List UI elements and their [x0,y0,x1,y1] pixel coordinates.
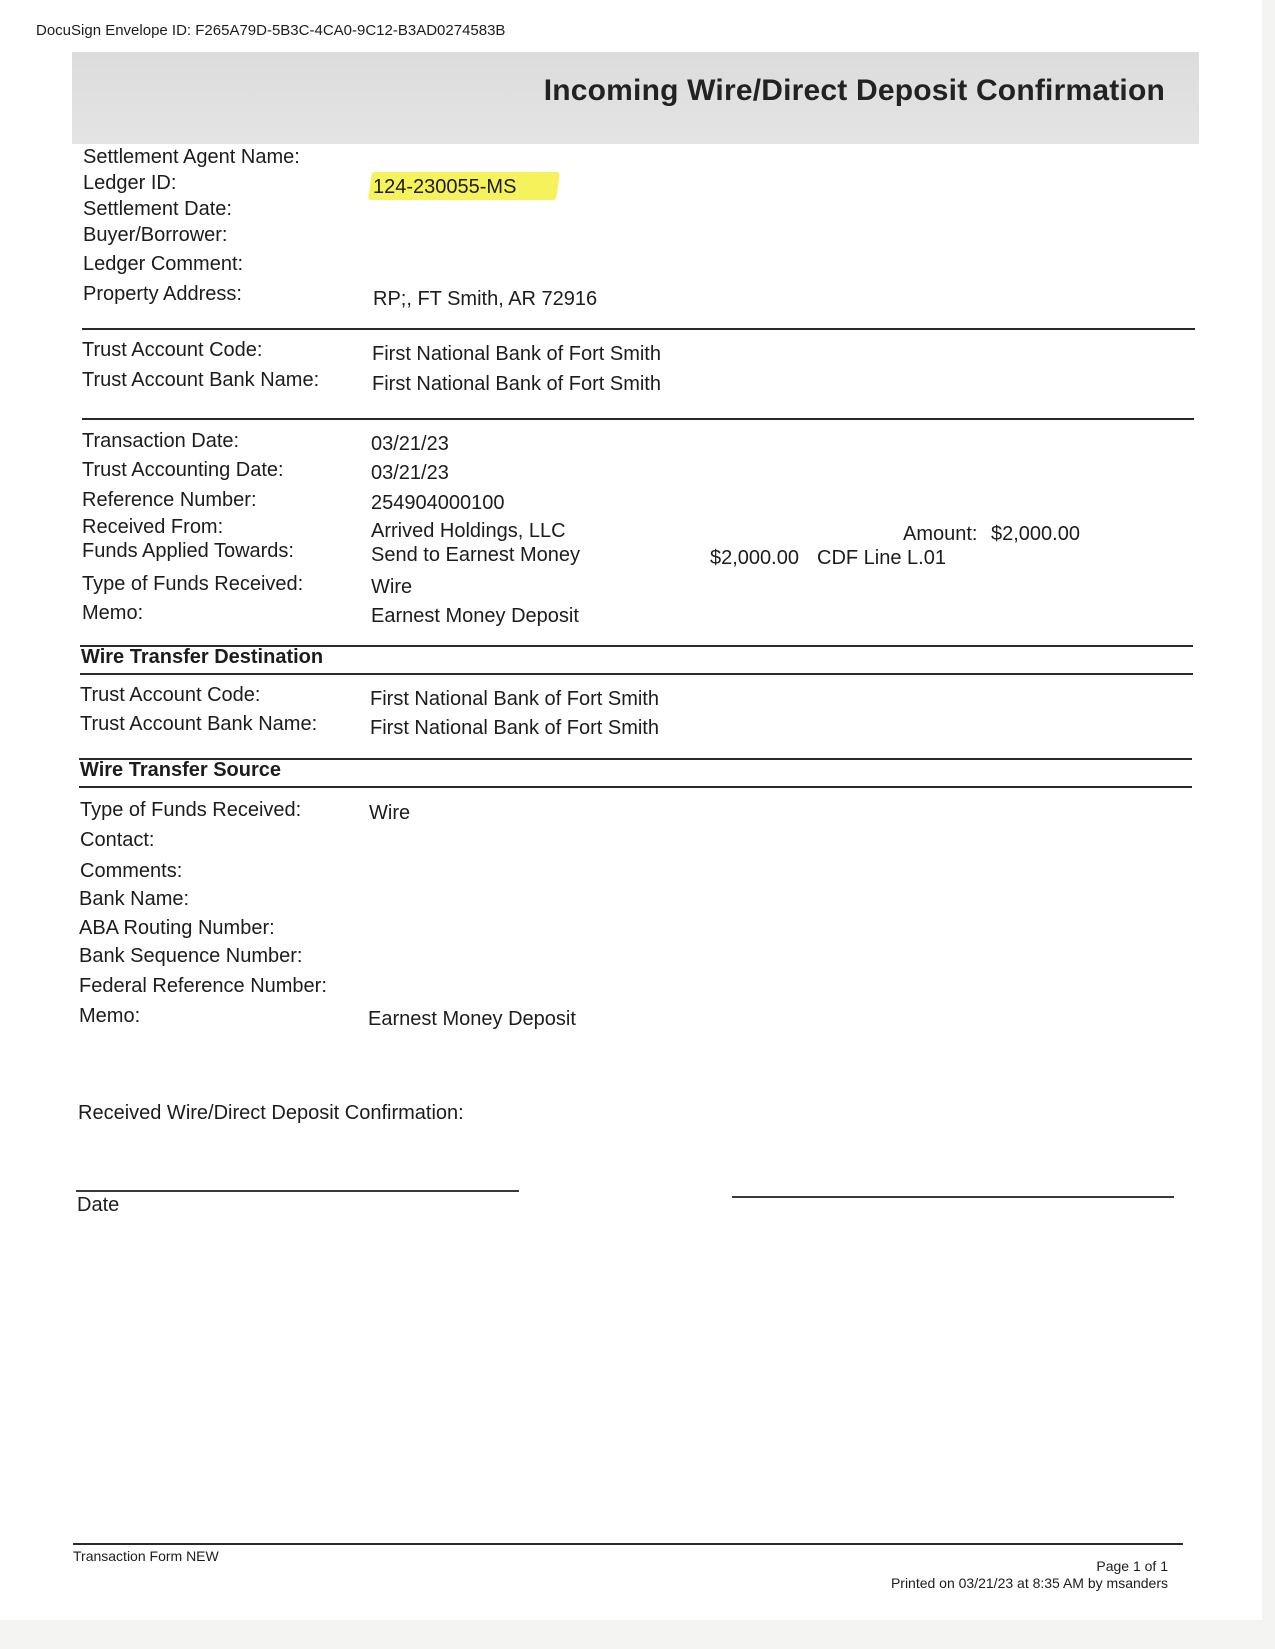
trust-accounting-date-label: Trust Accounting Date: [82,459,284,481]
type-of-funds-label: Type of Funds Received: [82,573,304,595]
page-number: Page 1 of 1 [1096,1558,1168,1574]
reference-number-value: 254904000100 [371,492,505,514]
cdf-line: CDF Line L.01 [817,547,946,569]
ledger-id-value: 124-230055-MS [373,176,517,198]
transaction-date-label: Transaction Date: [82,430,240,452]
bank-sequence-label: Bank Sequence Number: [79,945,303,967]
signature-line [732,1196,1174,1198]
ledger-id-label: Ledger ID: [83,172,177,194]
date-label: Date [77,1194,120,1216]
reference-number-label: Reference Number: [82,489,257,511]
destination-bank-value: First National Bank of Fort Smith [370,717,659,739]
buyer-borrower-label: Buyer/Borrower: [83,224,228,246]
destination-bank-label: Trust Account Bank Name: [80,713,318,735]
source-memo-label: Memo: [79,1005,141,1027]
transaction-date-value: 03/21/23 [371,433,449,455]
destination-code-label: Trust Account Code: [80,684,261,706]
source-type-label: Type of Funds Received: [80,799,302,821]
trust-account-code-value: First National Bank of Fort Smith [372,343,661,365]
form-name: Transaction Form NEW [73,1548,219,1564]
ledger-comment-label: Ledger Comment: [83,253,244,275]
footer-divider [73,1543,1183,1545]
property-address-value: RP;, FT Smith, AR 72916 [373,288,598,310]
trust-account-bank-value: First National Bank of Fort Smith [372,373,661,395]
funds-applied-value: Send to Earnest Money [371,544,581,566]
settlement-date-label: Settlement Date: [83,198,232,220]
date-signature-line [76,1190,519,1192]
divider [82,418,1194,420]
aba-routing-label: ABA Routing Number: [79,917,275,939]
document-title: Incoming Wire/Direct Deposit Confirmation [543,74,1165,107]
trust-account-bank-label: Trust Account Bank Name: [82,369,320,391]
federal-reference-label: Federal Reference Number: [79,975,327,997]
destination-code-value: First National Bank of Fort Smith [370,688,659,710]
source-memo-value: Earnest Money Deposit [368,1008,576,1030]
bank-name-label: Bank Name: [79,888,190,910]
amount-value: $2,000.00 [991,523,1080,545]
memo-value: Earnest Money Deposit [371,605,579,627]
funds-applied-label: Funds Applied Towards: [82,540,294,562]
settlement-agent-label: Settlement Agent Name: [83,146,300,168]
divider [80,673,1193,675]
memo-label: Memo: [82,602,144,624]
amount-label: Amount: [903,523,978,545]
footer-info [891,1558,1168,1592]
trust-account-code-label: Trust Account Code: [82,339,263,361]
wire-source-heading: Wire Transfer Source [80,759,282,781]
comments-label: Comments: [80,860,183,882]
divider [82,328,1195,330]
title-banner [72,52,1199,144]
printed-info: Printed on 03/21/23 at 8:35 AM by msanders [890,1575,1168,1591]
received-from-label: Received From: [82,516,224,538]
funds-applied-amount: $2,000.00 [710,547,799,569]
divider [79,786,1192,788]
wire-destination-heading: Wire Transfer Destination [81,646,324,668]
type-of-funds-value: Wire [371,576,413,598]
confirmation-label: Received Wire/Direct Deposit Confirmation: [78,1102,464,1124]
property-address-label: Property Address: [83,283,242,305]
source-type-value: Wire [369,802,411,824]
received-from-value: Arrived Holdings, LLC [371,520,566,542]
envelope-id: DocuSign Envelope ID: F265A79D-5B3C-4CA0-9C12-B3AD0274583B [36,22,506,39]
trust-accounting-date-value: 03/21/23 [371,462,449,484]
contact-label: Contact: [80,829,155,851]
